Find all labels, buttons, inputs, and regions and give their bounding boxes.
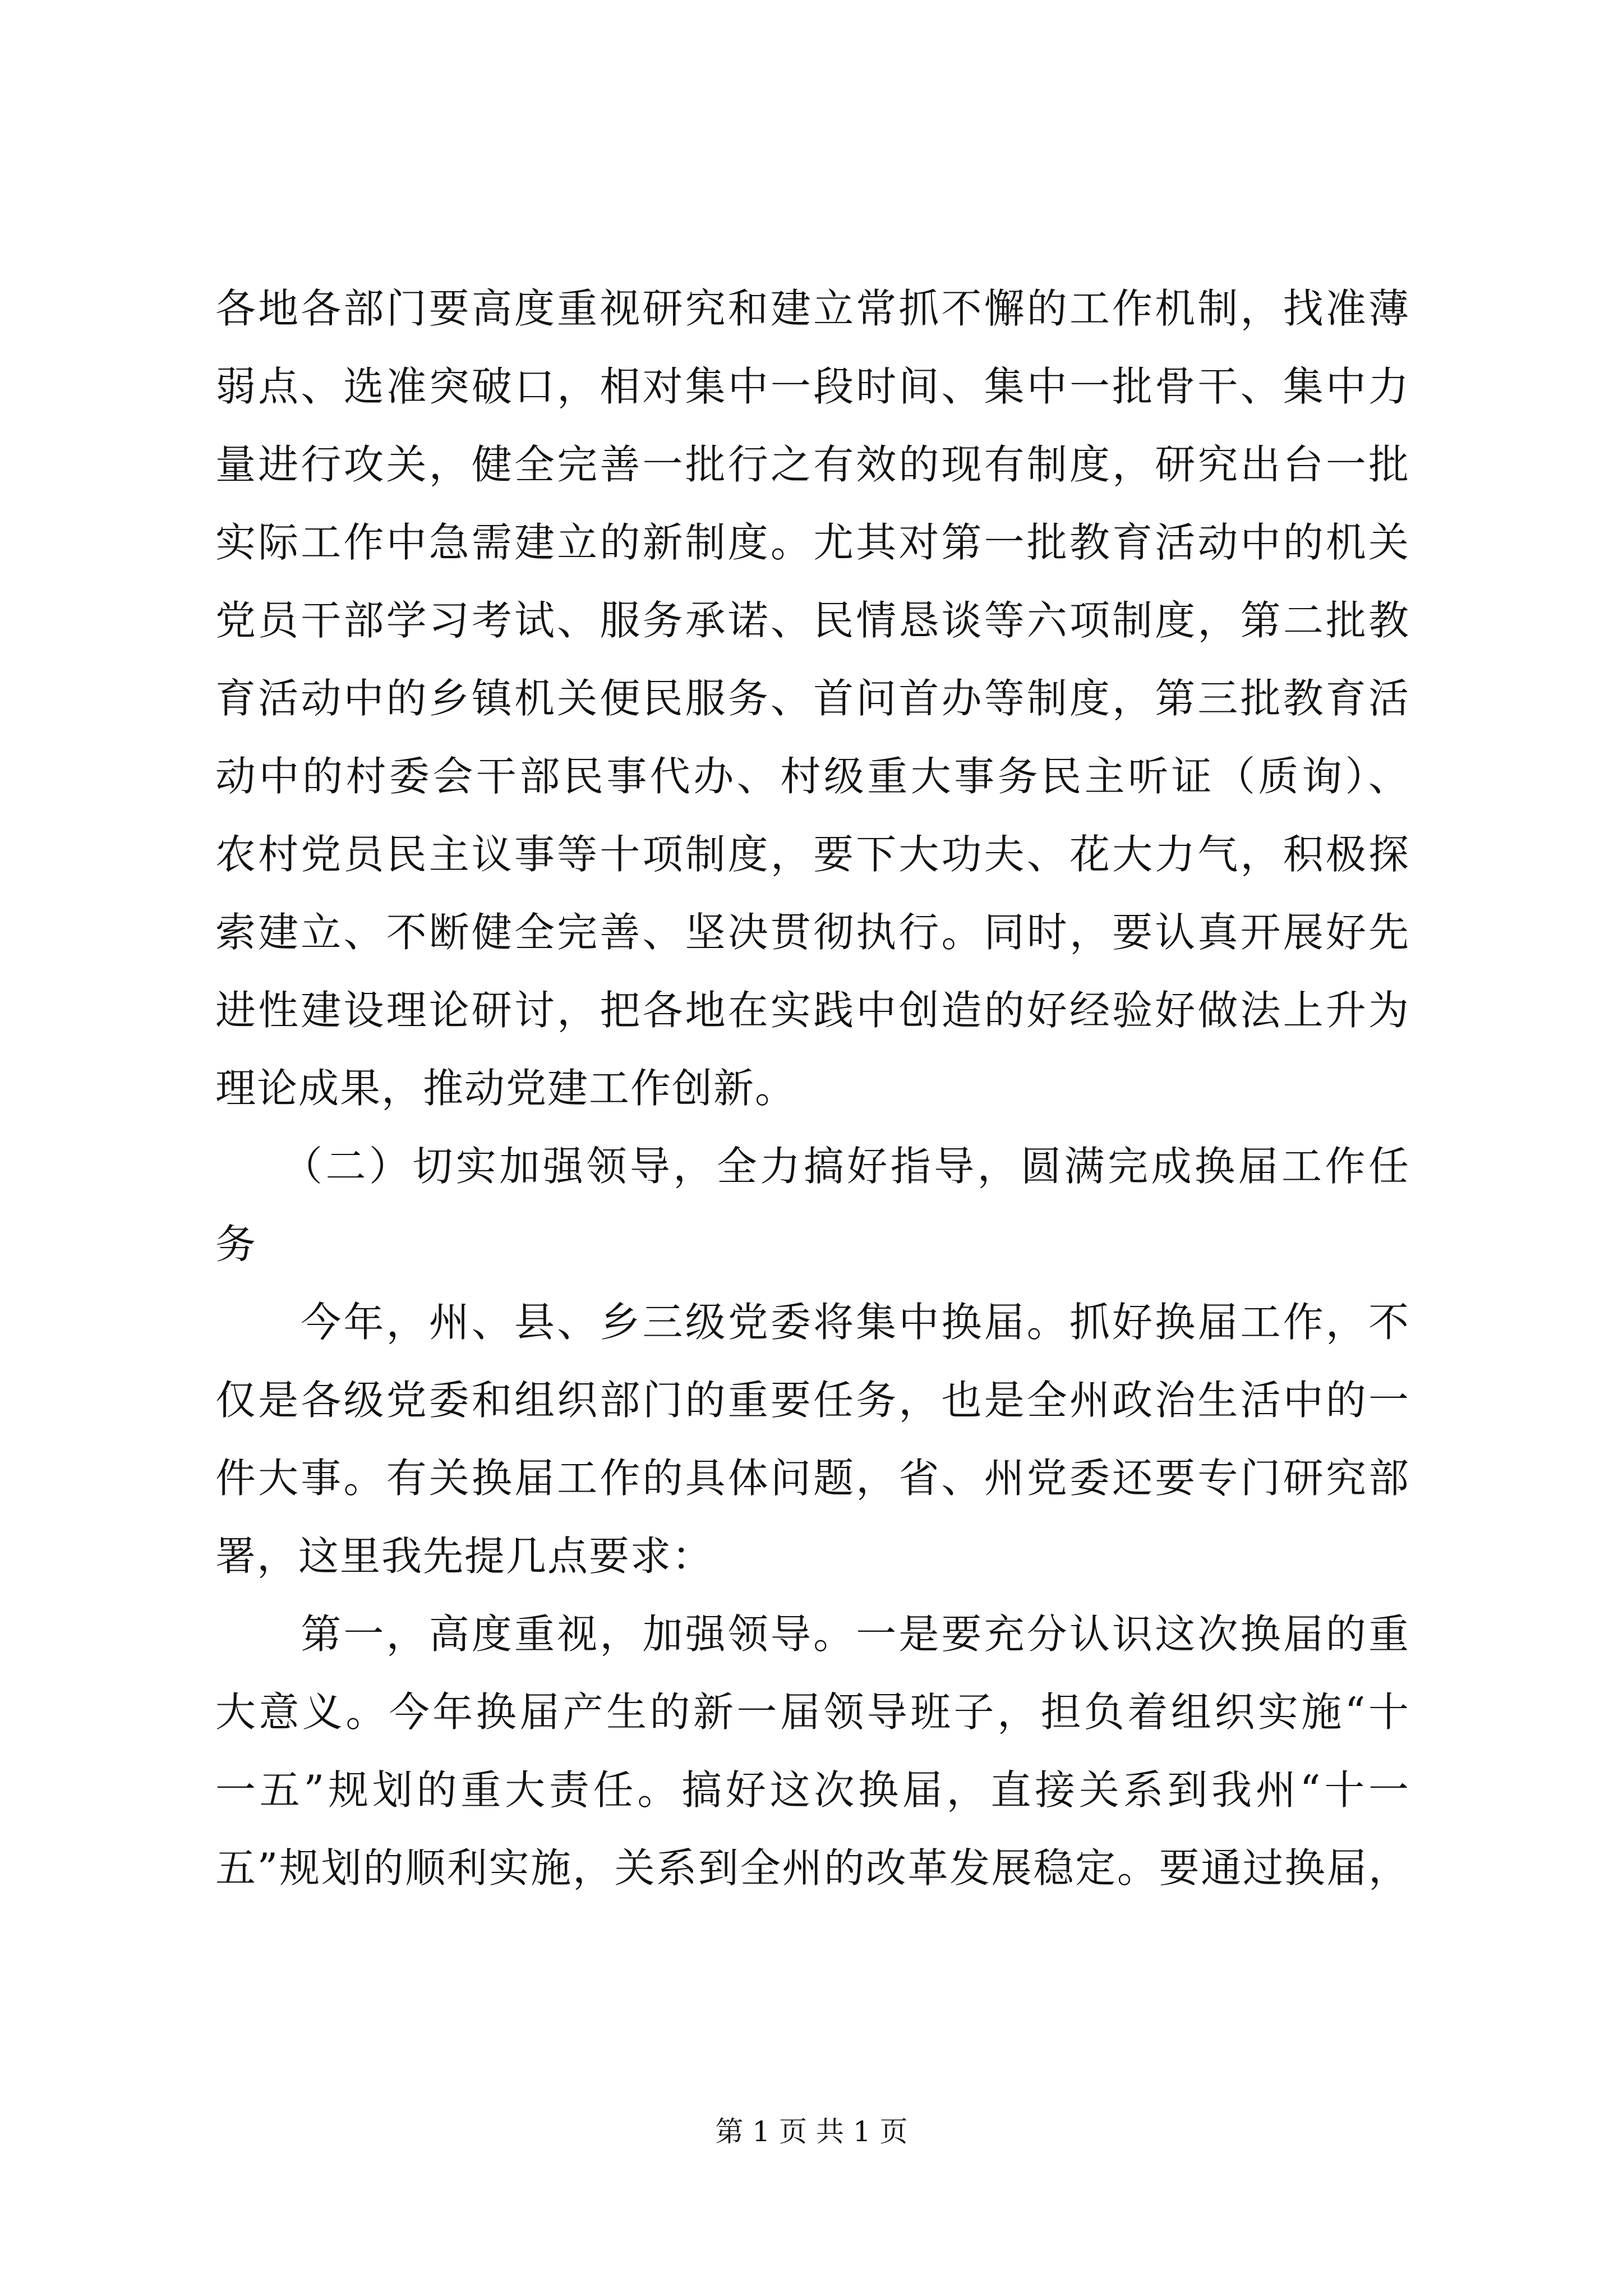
- section-heading-line: 务: [215, 1221, 257, 1268]
- body-text-line: 一五”规划的重大责任。搞好这次换届，直接关系到我州“十一: [215, 1766, 1410, 1814]
- body-text-line: 理论成果，推动党建工作创新。: [215, 1065, 797, 1112]
- body-text-line: 件大事。有关换届工作的具体问题，省、州党委还要专门研究部: [215, 1455, 1410, 1502]
- body-text-line: 各地各部门要高度重视研究和建立常抓不懈的工作机制，找准薄: [215, 285, 1410, 332]
- body-text-line: 动中的村委会干部民事代办、村级重大事务民主听证（质询）、: [215, 753, 1410, 800]
- body-text-line: 仅是各级党委和组织部门的重要任务，也是全州政治生活中的一: [215, 1377, 1410, 1424]
- body-text-line: 索建立、不断健全完善、坚决贯彻执行。同时，要认真开展好先: [215, 909, 1410, 956]
- body-text-line: 实际工作中急需建立的新制度。尤其对第一批教育活动中的机关: [215, 519, 1410, 566]
- body-text-line: 育活动中的乡镇机关便民服务、首问首办等制度，第三批教育活: [215, 675, 1410, 722]
- body-text-line: 五”规划的顺利实施，关系到全州的改革发展稳定。要通过换届，: [215, 1844, 1410, 1892]
- section-heading-line: （二）切实加强领导，全力搞好指导，圆满完成换届工作任: [215, 1143, 1410, 1190]
- body-text-line: 弱点、选准突破口，相对集中一段时间、集中一批骨干、集中力: [215, 363, 1410, 410]
- page-footer: 第 1 页 共 1 页: [715, 2115, 908, 2148]
- body-text-line: 大意义。今年换届产生的新一届领导班子，担负着组织实施“十: [215, 1688, 1410, 1736]
- body-text-line: 署，这里我先提几点要求：: [215, 1533, 714, 1580]
- body-text-line: 农村党员民主议事等十项制度，要下大功夫、花大力气，积极探: [215, 831, 1410, 878]
- body-text-line: 党员干部学习考试、服务承诺、民情恳谈等六项制度，第二批教: [215, 597, 1410, 644]
- body-text-line: 今年，州、县、乡三级党委将集中换届。抓好换届工作，不: [215, 1299, 1410, 1346]
- body-text-line: 第一，高度重视，加强领导。一是要充分认识这次换届的重: [215, 1611, 1410, 1658]
- body-text-line: 量进行攻关，健全完善一批行之有效的现有制度，研究出台一批: [215, 441, 1410, 488]
- body-text-line: 进性建设理论研讨，把各地在实践中创造的好经验好做法上升为: [215, 987, 1410, 1034]
